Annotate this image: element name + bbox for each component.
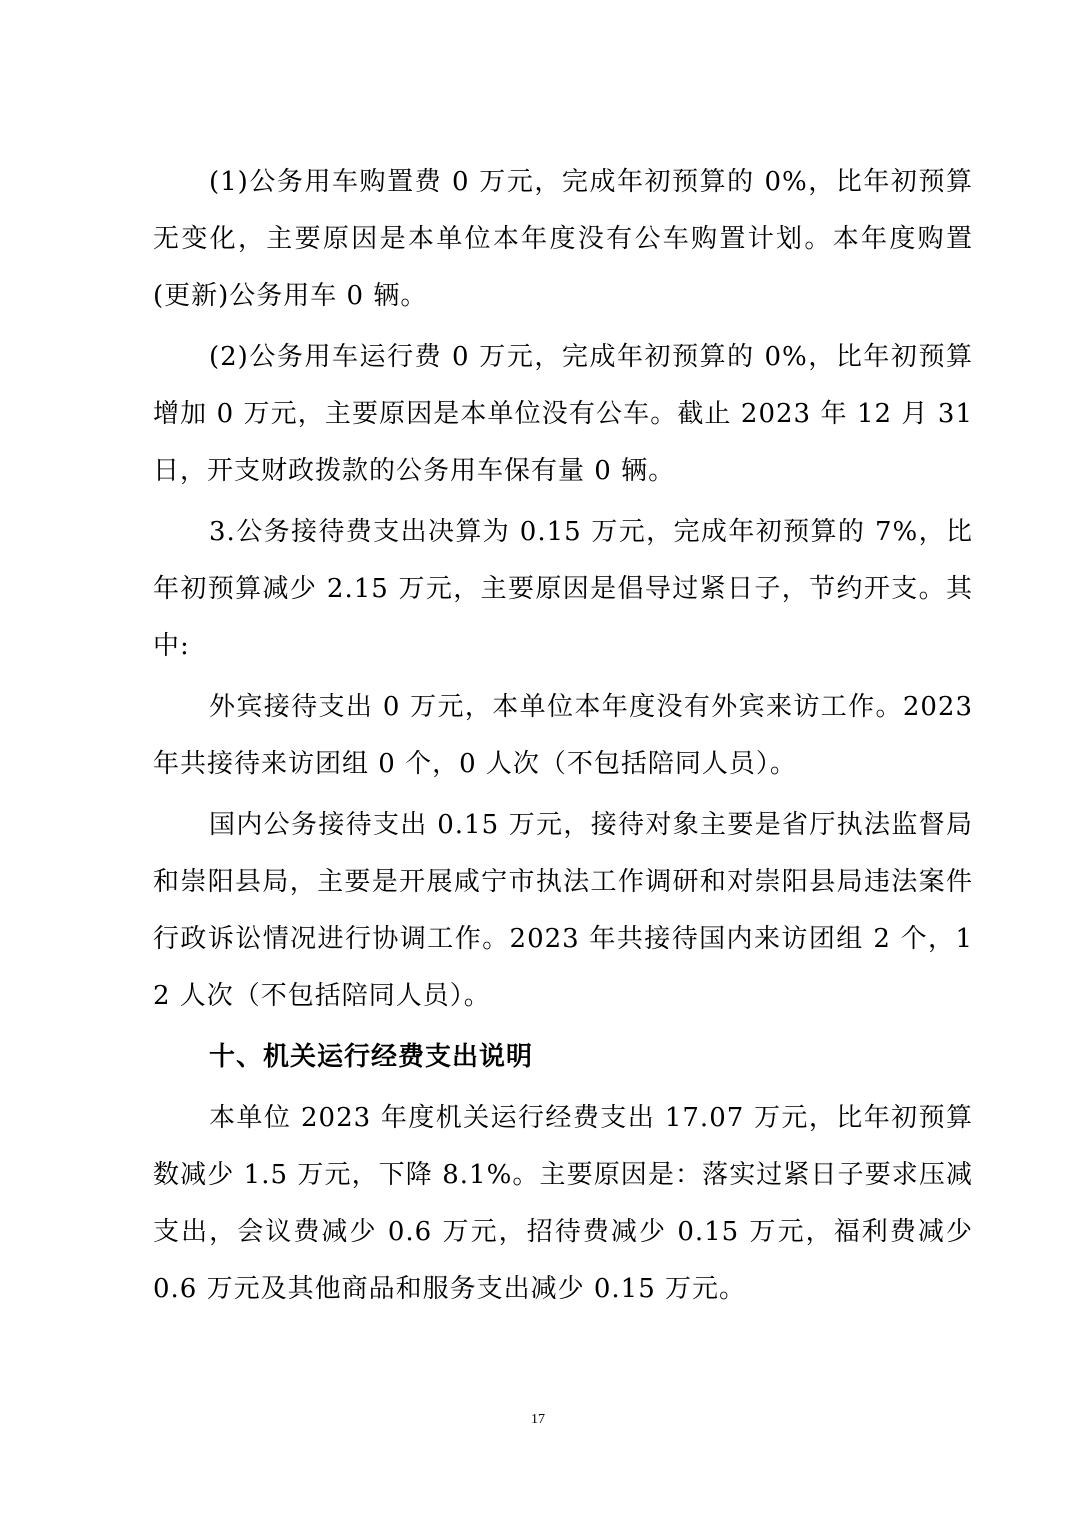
paragraph-vehicle-operation: (2)公务用车运行费 0 万元，完成年初预算的 0%，比年初预算增加 0 万元，主要原因是本单位没有公车。截止 2023 年 12 月 31 日，开支财政拨款的公务用车保有量 0 辆。: [153, 342, 973, 486]
paragraph-reception-expense: 3.公务接待费支出决算为 0.15 万元，完成年初预算的 7%，比年初预算减少 2.15 万元，主要原因是倡导过紧日子，节约开支。其中:: [153, 517, 973, 661]
page-body: [153, 154, 973, 1322]
page-number: 17: [531, 1412, 545, 1427]
paragraph-domestic-reception: 国内公务接待支出 0.15 万元，接待对象主要是省厅执法监督局和崇阳县局，主要是开展咸宁市执法工作调研和对崇阳县局违法案件行政诉讼情况进行协调工作。2023 年共接待国内来访团组 2 个，12 人次（不包括陪同人员）。: [153, 810, 973, 1011]
paragraph-operating-expenses: 本单位 2023 年度机关运行经费支出 17.07 万元，比年初预算数减少 1.5 万元，下降 8.1%。主要原因是：落实过紧日子要求压减支出，会议费减少 0.6 万元，招待费减少 0.15 万元，福利费减少 0.6 万元及其他商品和服务支出减少 0.15 万元。: [153, 1103, 973, 1304]
paragraph-foreign-reception: 外宾接待支出 0 万元，本单位本年度没有外宾来访工作。2023 年共接待来访团组 0 个，0 人次（不包括陪同人员）。: [153, 692, 973, 779]
section-heading-operating-expenses: 十、机关运行经费支出说明: [209, 1042, 534, 1072]
paragraph-vehicle-purchase: (1)公务用车购置费 0 万元，完成年初预算的 0%，比年初预算无变化，主要原因是本单位本年度没有公车购置计划。本年度购置(更新)公务用车 0 辆。: [153, 167, 973, 311]
